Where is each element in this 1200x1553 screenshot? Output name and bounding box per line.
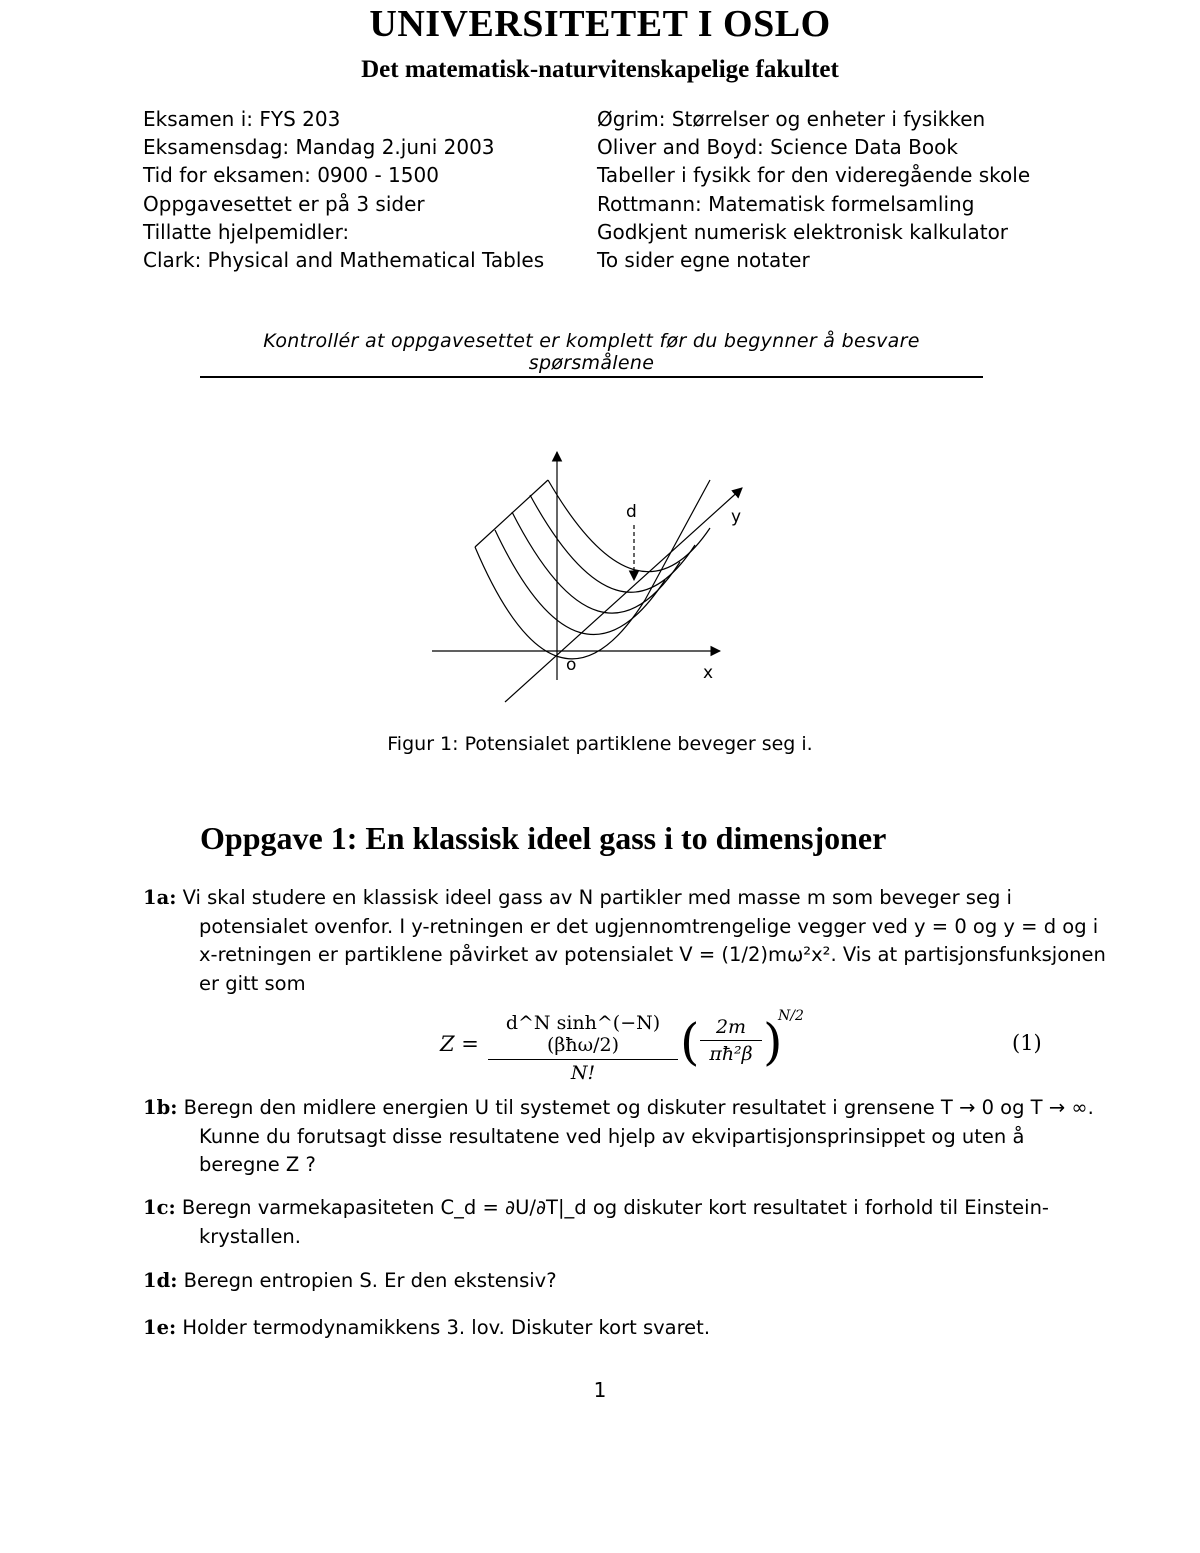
task-label: 1b:	[143, 1096, 178, 1119]
potential-figure	[420, 440, 760, 710]
exam-info-right	[597, 105, 1030, 274]
eq-exponent: N/2	[778, 1008, 804, 1024]
info-line: Tillatte hjelpemidler:	[143, 219, 350, 244]
eq-denominator: N!	[570, 1062, 596, 1084]
task-text: Beregn entropien S. Er den ekstensiv?	[183, 1269, 557, 1292]
task-label: 1c:	[143, 1196, 176, 1219]
info-line: Øgrim: Størrelser og enheter i fysikken	[597, 107, 986, 131]
info-line: Eksamensdag: Mandag 2.juni 2003	[143, 135, 495, 160]
info-line: Clark: Physical and Mathematical Tables	[143, 247, 545, 272]
equation-number: (1)	[1012, 1031, 1042, 1055]
task-label: 1e:	[143, 1316, 177, 1339]
task-text: Beregn den midlere energien U til systemet og diskuter resultatet i grensene T → 0 og T → ∞. Kunne du forutsagt disse resultatene ved hjelp av ekvipartisjonsprinsippet og uten å beregne Z ?	[183, 1096, 1094, 1176]
info-line: Godkjent numerisk elektronisk kalkulator	[597, 219, 1009, 244]
task-1b	[143, 1094, 1109, 1180]
task-label: 1a:	[143, 886, 177, 909]
task-text: Holder termodynamikkens 3. lov. Diskuter kort svaret.	[182, 1316, 711, 1339]
eq-lhs: Z =	[440, 1032, 479, 1056]
eq-paren-fraction	[700, 1016, 762, 1065]
label-d: d	[626, 502, 637, 522]
task-1d	[143, 1267, 1109, 1296]
info-line: Tabeller i fysikk for den videregående skole	[597, 163, 1031, 188]
task-1a	[143, 884, 1109, 998]
eq-paren-denominator: πħ²β	[709, 1043, 753, 1065]
section-heading: Oppgave 1: En klassisk ideel gass i to dimensjoner	[200, 820, 887, 856]
completeness-warning: Kontrollér at oppgavesettet er komplett før du begynner å besvare spørsmålene	[200, 330, 983, 378]
faculty-title: Det matematisk-naturvitenskapelige fakultet	[361, 56, 839, 83]
info-line: Oliver and Boyd: Science Data Book	[597, 135, 958, 160]
task-label: 1d:	[143, 1269, 178, 1292]
label-x: x	[703, 663, 714, 683]
university-title: UNIVERSITETET I OSLO	[369, 3, 831, 45]
info-line: Oppgavesettet er på 3 sider	[143, 191, 425, 216]
eq-paren-close: )	[763, 1013, 783, 1071]
info-line: To sider egne notater	[597, 247, 810, 272]
label-o: o	[566, 655, 577, 675]
task-text: Vi skal studere en klassisk ideel gass av N partikler med masse m som beveger seg i potensialet ovenfor. I y-retningen er det ugjennomtrengelige vegger ved y = 0 og y = d og i x-retningen er partiklene påvirket av potensialet V = (1/2)mω²x². Vis at partisjonsfunksjonen er gitt som	[182, 886, 1106, 995]
equation-1	[440, 1008, 804, 1084]
task-1c	[143, 1194, 1109, 1251]
eq-paren-numerator: 2m	[700, 1016, 762, 1041]
eq-paren-open: (	[680, 1013, 700, 1071]
eq-fraction	[488, 1012, 678, 1084]
page-number: 1	[593, 1378, 607, 1402]
info-line: Tid for eksamen: 0900 - 1500	[143, 163, 439, 188]
label-y: y	[731, 507, 742, 527]
figure-caption: Figur 1: Potensialet partiklene beveger seg i.	[387, 733, 813, 755]
task-1e	[143, 1314, 1109, 1343]
info-line: Rottmann: Matematisk formelsamling	[597, 191, 975, 216]
task-text: Beregn varmekapasiteten C_d = ∂U/∂T|_d og diskuter kort resultatet i forhold til Einstein-krystallen.	[181, 1196, 1049, 1248]
exam-info-left	[143, 105, 544, 274]
eq-numerator: d^N sinh^(−N)(βħω/2)	[488, 1012, 678, 1060]
info-line: Eksamen i: FYS 203	[143, 107, 341, 131]
